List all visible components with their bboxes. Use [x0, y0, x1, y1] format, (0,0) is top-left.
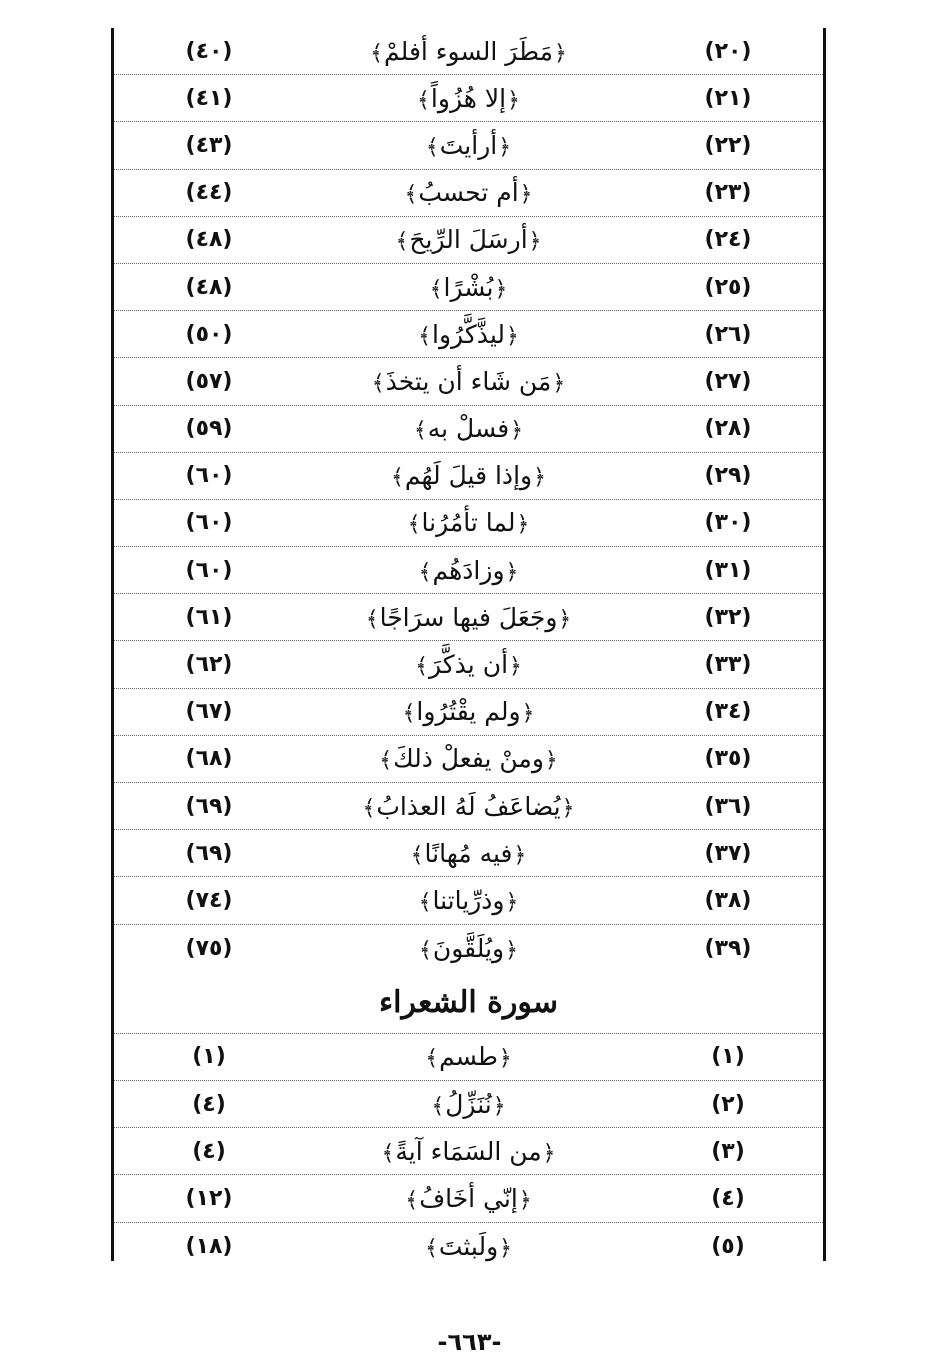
quran-word-cell — [304, 273, 633, 302]
ornate-bracket-open: ﴿ — [519, 182, 533, 208]
quran-word: ليذَّكَّرُوا — [432, 319, 505, 349]
ornate-bracket-open: ﴿ — [513, 842, 527, 868]
ornate-bracket-open: ﴿ — [505, 559, 519, 585]
page-ref: (٦٨) — [185, 746, 233, 772]
ornate-bracket-open: ﴿ — [558, 606, 572, 632]
ornate-bracket-open: ﴿ — [499, 1235, 513, 1261]
table-row — [114, 1223, 823, 1270]
table-row — [114, 217, 823, 264]
page-ref: (٦٢) — [185, 652, 233, 678]
entry-number: (٣٣) — [704, 652, 752, 678]
ornate-bracket-open: ﴿ — [521, 701, 535, 727]
entry-number: (٣٩) — [704, 935, 752, 961]
table-row — [114, 925, 823, 972]
ornate-bracket-close: ﴾ — [402, 701, 416, 727]
ornate-bracket-close: ﴾ — [404, 182, 418, 208]
entry-number: (٢١) — [704, 85, 752, 111]
page-ref: (٤) — [192, 1091, 226, 1117]
table-row — [114, 28, 823, 75]
table-row — [114, 500, 823, 547]
entry-number: (٢٠) — [704, 38, 752, 64]
page-ref: (٧٤) — [185, 887, 233, 913]
table-row — [114, 877, 823, 924]
table-row — [114, 641, 823, 688]
entry-number: (٢) — [711, 1091, 745, 1117]
quran-word: فيه مُهانًا — [424, 838, 513, 868]
ornate-bracket-close: ﴾ — [379, 748, 393, 774]
ornate-bracket-open: ﴿ — [516, 512, 530, 538]
page-ref: (٤) — [192, 1138, 226, 1164]
table-row — [114, 736, 823, 783]
ornate-bracket-open: ﴿ — [544, 748, 558, 774]
entry-number: (٢٢) — [704, 132, 752, 158]
page-ref: (٦٠) — [185, 510, 233, 536]
page-ref: (٦٩) — [185, 793, 233, 819]
quran-word-cell — [304, 131, 633, 160]
page-ref: (٥٠) — [185, 321, 233, 347]
table-row — [114, 311, 823, 358]
page-ref: (٦٠) — [185, 463, 233, 489]
entry-number: (٣٦) — [704, 793, 752, 819]
ornate-bracket-open: ﴿ — [552, 370, 566, 396]
ornate-bracket-close: ﴾ — [429, 276, 443, 302]
ornate-bracket-open: ﴿ — [561, 795, 575, 821]
table-row — [114, 406, 823, 453]
page-ref: (٤٠) — [185, 38, 233, 64]
ornate-bracket-close: ﴾ — [381, 1140, 395, 1166]
table-row — [114, 453, 823, 500]
quran-word-cell — [304, 934, 633, 963]
quran-word: وزادَهُم — [432, 555, 505, 585]
ornate-bracket-close: ﴾ — [425, 134, 439, 160]
quran-word: من السَمَاء آيةً — [395, 1136, 542, 1166]
quran-word: أرسَلَ الرِّيحَ — [409, 225, 528, 255]
entry-number: (٢٦) — [704, 321, 752, 347]
table-row — [114, 783, 823, 830]
ornate-bracket-open: ﴿ — [498, 134, 512, 160]
page-number: -٦٦٣- — [437, 1328, 502, 1356]
table-row — [114, 264, 823, 311]
entry-number: (٢٧) — [704, 368, 752, 394]
entry-number: (٢٤) — [704, 227, 752, 253]
ornate-bracket-open: ﴿ — [507, 87, 520, 113]
ornate-bracket-close: ﴾ — [365, 606, 379, 632]
quran-word: ولم يقْتُرُوا — [416, 697, 521, 727]
ornate-bracket-open: ﴿ — [518, 1187, 532, 1213]
index-table — [111, 28, 826, 1261]
quran-word: أن يذكَّرَ — [428, 650, 509, 680]
ornate-bracket-close: ﴾ — [425, 1046, 439, 1072]
page-ref: (٤٣) — [185, 132, 233, 158]
quran-word: وإذا قيلَ لَهُم — [404, 461, 533, 491]
entry-number: (٤) — [711, 1185, 745, 1211]
quran-word-cell — [304, 744, 633, 773]
quran-word-cell — [304, 650, 633, 679]
quran-word: إلا هُزُواً — [430, 83, 507, 113]
page-ref: (٦٠) — [185, 557, 233, 583]
surah-heading-row — [114, 972, 823, 1034]
quran-word: لما تأمُرُنا — [421, 508, 516, 538]
ornate-bracket-close: ﴾ — [431, 1093, 445, 1119]
table-row — [114, 689, 823, 736]
quran-word-cell — [304, 697, 633, 726]
page-ref: (٦١) — [185, 604, 233, 630]
ornate-bracket-open: ﴿ — [510, 418, 524, 444]
ornate-bracket-close: ﴾ — [417, 87, 430, 113]
ornate-bracket-close: ﴾ — [405, 1187, 419, 1213]
table-row — [114, 358, 823, 405]
table-row — [114, 594, 823, 641]
ornate-bracket-open: ﴿ — [533, 465, 546, 491]
ornate-bracket-open: ﴿ — [542, 1140, 556, 1166]
entry-number: (٣٢) — [704, 604, 752, 630]
entry-number: (٢٩) — [704, 463, 752, 489]
quran-word-cell — [304, 461, 633, 490]
ornate-bracket-close: ﴾ — [362, 795, 376, 821]
table-row — [114, 75, 823, 122]
ornate-bracket-open: ﴿ — [498, 1046, 512, 1072]
quran-word-cell — [304, 1184, 633, 1213]
entry-number: (٥) — [711, 1233, 745, 1259]
entry-number: (٣) — [711, 1138, 745, 1164]
ornate-bracket-close: ﴾ — [370, 40, 384, 66]
page-ref: (٥٧) — [185, 368, 233, 394]
quran-word-cell — [304, 178, 633, 207]
ornate-bracket-open: ﴿ — [528, 229, 542, 255]
table-row — [114, 1034, 823, 1081]
quran-word: طسم — [439, 1042, 498, 1072]
quran-word-cell — [304, 37, 633, 66]
ornate-bracket-close: ﴾ — [418, 323, 431, 349]
ornate-bracket-open: ﴿ — [492, 1093, 506, 1119]
quran-word-cell — [304, 508, 633, 537]
ornate-bracket-close: ﴾ — [371, 370, 385, 396]
page-ref: (٤١) — [185, 85, 233, 111]
quran-word-cell — [304, 886, 633, 915]
page-ref: (٧٥) — [185, 935, 233, 961]
page-ref: (٤٨) — [185, 227, 233, 253]
quran-word-cell — [304, 1232, 633, 1261]
surah-heading: سورة الشعراء — [379, 984, 558, 1020]
ornate-bracket-close: ﴾ — [407, 512, 421, 538]
ornate-bracket-close: ﴾ — [413, 418, 427, 444]
quran-word: ومنْ يفعلْ ذلكَ — [393, 744, 544, 774]
entry-number: (٣٤) — [704, 699, 752, 725]
quran-word: مَطَرَ السوء أفلمْ — [384, 36, 553, 66]
ornate-bracket-close: ﴾ — [418, 559, 432, 585]
ornate-bracket-open: ﴿ — [509, 654, 522, 680]
quran-word-cell — [304, 603, 633, 632]
quran-word: ويُلَقَّونَ — [432, 933, 505, 963]
ornate-bracket-open: ﴿ — [494, 276, 508, 302]
page-ref: (٥٩) — [185, 416, 233, 442]
quran-word-cell — [304, 367, 633, 396]
table-row — [114, 547, 823, 594]
quran-word: يُضاعَفُ لَهُ العذابُ — [376, 791, 561, 821]
table-row — [114, 170, 823, 217]
quran-word: فسلْ به — [427, 414, 510, 444]
table-row — [114, 830, 823, 877]
table-row — [114, 1128, 823, 1175]
ornate-bracket-close: ﴾ — [395, 229, 409, 255]
ornate-bracket-close: ﴾ — [424, 1235, 438, 1261]
table-row — [114, 1175, 823, 1222]
entry-number: (١) — [711, 1044, 745, 1070]
entry-number: (٣٠) — [704, 510, 752, 536]
ornate-bracket-open: ﴿ — [506, 323, 519, 349]
ornate-bracket-close: ﴾ — [391, 465, 404, 491]
quran-word-cell — [304, 84, 633, 113]
quran-word: وجَعَلَ فيها سرَاجًا — [379, 602, 558, 632]
page-ref: (٤٨) — [185, 274, 233, 300]
surah-one-group — [114, 28, 823, 972]
page-ref: (١٨) — [185, 1233, 233, 1259]
ornate-bracket-close: ﴾ — [410, 842, 424, 868]
quran-word: مَن شَاء أن يتخذَ — [385, 366, 552, 396]
quran-word: أرأيتَ — [439, 130, 498, 160]
entry-number: (٣٥) — [704, 746, 752, 772]
ornate-bracket-close: ﴾ — [418, 937, 432, 963]
surah-two-group — [114, 1034, 823, 1270]
table-row — [114, 1081, 823, 1128]
entry-number: (٣٨) — [704, 887, 752, 913]
page-ref: (١٢) — [185, 1185, 233, 1211]
quran-word-cell — [304, 839, 633, 868]
quran-word-cell — [304, 1137, 633, 1166]
quran-word: إنّي أخَافُ — [419, 1183, 518, 1213]
page-ref: (٦٩) — [185, 840, 233, 866]
entry-number: (٢٨) — [704, 416, 752, 442]
entry-number: (٣٧) — [704, 840, 752, 866]
quran-word: بُشْرًا — [443, 272, 494, 302]
quran-word-cell — [304, 225, 633, 254]
page-ref: (٦٧) — [185, 699, 233, 725]
ornate-bracket-open: ﴿ — [505, 889, 519, 915]
quran-word: أم تحسبُ — [418, 178, 519, 208]
entry-number: (٣١) — [704, 557, 752, 583]
table-row — [114, 122, 823, 169]
quran-word-cell — [304, 414, 633, 443]
page-ref: (٤٤) — [185, 180, 233, 206]
quran-word-cell — [304, 320, 633, 349]
ornate-bracket-open: ﴿ — [505, 937, 518, 963]
ornate-bracket-close: ﴾ — [415, 654, 428, 680]
ornate-bracket-open: ﴿ — [553, 40, 567, 66]
quran-word-cell — [304, 792, 633, 821]
quran-word-cell — [304, 556, 633, 585]
quran-word: وذرِّياتنا — [432, 885, 505, 915]
quran-word: ولَبثتَ — [438, 1231, 499, 1261]
quran-word: نُنَزِّلُ — [445, 1089, 492, 1119]
quran-word-cell — [304, 1090, 633, 1119]
ornate-bracket-close: ﴾ — [418, 889, 432, 915]
page-ref: (١) — [192, 1044, 226, 1070]
entry-number: (٢٣) — [704, 180, 752, 206]
quran-word-cell — [304, 1042, 633, 1071]
entry-number: (٢٥) — [704, 274, 752, 300]
